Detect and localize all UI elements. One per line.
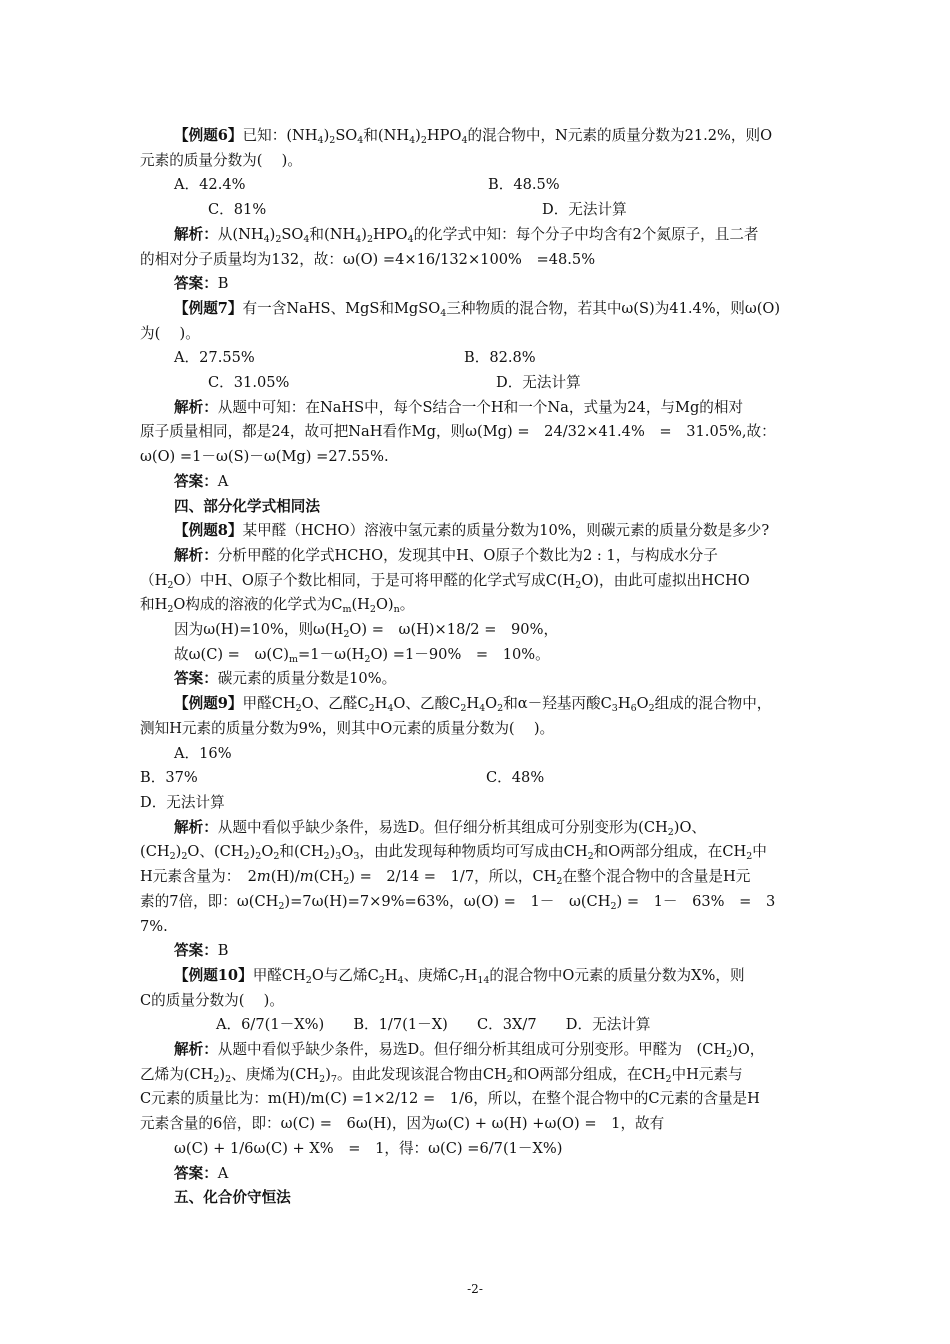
example-9-analysis: 解析：从题中看似乎缺少条件，易选D。但仔细分析其组成可分别变形为$(CH_2)O$、 bbox=[174, 818, 707, 838]
example-10-calc: ω(C) + 1/6ω(C) + X% = 1，得：ω(C) =6/7(1－X%) bbox=[174, 1139, 563, 1157]
example-7-stem-cont: 为( )。 bbox=[140, 324, 200, 342]
example-label: 【例题6】 bbox=[174, 127, 243, 144]
example-9-options-row bbox=[140, 766, 812, 791]
example-10-analysis-cont: 乙烯为$(CH_2)_2$、庚烯为$(CH_2)_7$。由此发现该混合物由$CH_2$和O两部分组成，在$CH_2$中H元素与 bbox=[140, 1065, 743, 1085]
example-10-stem: 【例题10】甲醛$CH_2O$与乙烯$C_2H_4$、庚烯$C_7H_{14}$的混合物中O元素的质量分数为X%，则 bbox=[174, 966, 745, 986]
option-a: A．42.4% bbox=[174, 176, 246, 194]
section-heading-4: 四、部分化学式相同法 bbox=[174, 497, 320, 515]
example-9-analysis-cont3: 素的7倍，即：$\omega(CH_2)=7\omega(H)=7\times 9\%=63\%$，ω(O) = 1－ $\omega(CH_2)$ = 1－ 63% = 3 bbox=[140, 892, 776, 912]
option-a: A．16% bbox=[174, 744, 232, 762]
example-9-analysis-cont4: 7%. bbox=[140, 917, 168, 935]
option-d: D．无法计算 bbox=[496, 374, 581, 392]
example-6-stem-cont: 元素的质量分数为( )。 bbox=[140, 151, 302, 169]
example-8-analysis: 解析：分析甲醛的化学式HCHO，发现其中H、O原子个数比为2 : 1，与构成水分子 bbox=[174, 546, 718, 564]
example-7-analysis-cont2: ω(O) =1－ω(S)－ω(Mg) =27.55%. bbox=[140, 448, 389, 466]
example-label: 【例题7】 bbox=[174, 299, 243, 317]
page-number: -2- bbox=[467, 1282, 483, 1296]
example-label: 【例题9】 bbox=[174, 695, 243, 713]
example-7-answer: 答案：A bbox=[174, 472, 229, 490]
example-10-analysis-cont3: 元素含量的6倍，即：ω(C) = 6ω(H)，因为ω(C) + ω(H) +ω(O) = 1，故有 bbox=[140, 1115, 665, 1133]
section-heading-5: 五、化合价守恒法 bbox=[174, 1189, 291, 1207]
example-6-analysis-cont: 的相对分子质量均为132，故：ω(O) =4×16/132×100% =48.5% bbox=[140, 250, 596, 268]
option-a: A．27.55% bbox=[174, 349, 255, 367]
example-10-analysis-cont2: C元素的质量比为：m(H)/m(C) =1×2/12 = 1/6，所以，在整个混合物中的C元素的含量是H bbox=[140, 1090, 760, 1108]
example-label: 【例题8】 bbox=[174, 522, 243, 540]
example-8-analysis-cont: $(H_2O)$中H、O原子个数比相同，于是可将甲醛的化学式写成$C(H_2O)$，由此可虚拟出HCHO bbox=[140, 571, 750, 591]
example-10-stem-cont: C的质量分数为( )。 bbox=[140, 991, 284, 1009]
example-6-analysis: 解析：从$(NH_4)_2SO_4$和$(NH_4)_2HPO_4$的化学式中知：每个分子中均含有2个氮原子，且二者 bbox=[174, 225, 759, 245]
example-6-options-row1 bbox=[140, 173, 812, 198]
example-9-analysis-cont2: H元素含量为： $2m(H)/m(CH_2)$ = 2/14 = 1/7，所以，$CH_2$在整个混合物中的含量是H元 bbox=[140, 868, 751, 888]
option-c: C．31.05% bbox=[208, 374, 290, 392]
example-10-analysis: 解析：从题中看似乎缺少条件，易选D。但仔细分析其组成可分别变形。甲醛为 $(CH_2)O$， bbox=[174, 1041, 765, 1061]
option-b: B．82.8% bbox=[464, 349, 536, 367]
example-6-answer: 答案：B bbox=[174, 275, 229, 293]
example-9-stem-cont: 测知H元素的质量分数为9%，则其中O元素的质量分数为( )。 bbox=[140, 719, 555, 737]
option-c: C．48% bbox=[486, 769, 545, 787]
example-7-stem: 【例题7】有一含NaHS、MgS和MgSO$_4$三种物质的混合物，若其中ω(S)为41.4%，则ω(O) bbox=[174, 299, 781, 319]
example-8-calc-2: 故ω(C) = $\omega(C)_m=1-\omega(H_2O) =1-90\%$ = 10%。 bbox=[174, 645, 550, 665]
example-7-analysis: 解析：从题中可知：在NaHS中，每个S结合一个H和一个Na，式量为24，与Mg的相对 bbox=[174, 398, 744, 416]
example-8-stem: 【例题8】某甲醛（HCHO）溶液中氢元素的质量分数为10%，则碳元素的质量分数是多少? bbox=[174, 522, 770, 540]
example-10-options: A．6/7(1－X%) B．1/7(1－X) C．3X/7 D．无法计算 bbox=[216, 1016, 651, 1034]
option-b: B．48.5% bbox=[488, 176, 560, 194]
document-body bbox=[140, 124, 812, 1211]
option-c: C．81% bbox=[208, 201, 267, 219]
example-9-stem: 【例题9】甲醛$CH_2O$、乙醛$C_2H_4O$、乙酸$C_2H_4O_2$和α－羟基丙酸$C_3H_6O_2$组成的混合物中， bbox=[174, 695, 772, 715]
example-6-options-row2 bbox=[140, 198, 812, 223]
example-8-analysis-cont2: 和$H_2O$构成的溶液的化学式为$C_m(H_2O)_n$。 bbox=[140, 596, 415, 616]
example-9-analysis-cont: $(CH_2)_2O$、$(CH_2)_2O_2$和$(CH_2)_3O_3$，由此发现每种物质均可写成由$CH_2$和O两部分组成，在$CH_2$中 bbox=[140, 843, 767, 863]
option-d: D．无法计算 bbox=[542, 201, 627, 219]
example-label: 【例题10】 bbox=[174, 966, 253, 984]
example-8-answer: 答案：碳元素的质量分数是10%。 bbox=[174, 670, 397, 688]
option-b: B．37% bbox=[140, 769, 198, 787]
option-d: D．无法计算 bbox=[140, 793, 225, 811]
example-10-answer: 答案：A bbox=[174, 1164, 229, 1182]
example-7-options-row1 bbox=[140, 346, 812, 371]
example-8-calc-1: 因为ω(H)=10%，则$\omega(H_2O)$ = ω(H)×18/2 = 90%， bbox=[174, 621, 559, 641]
example-7-options-row2 bbox=[140, 371, 812, 396]
example-9-answer: 答案：B bbox=[174, 942, 229, 960]
example-7-analysis-cont: 原子质量相同，都是24，故可把NaH看作Mg，则ω(Mg) = 24/32×41.4% = 31.05%,故： bbox=[140, 423, 776, 441]
example-6-stem: 【例题6】已知：$(NH_4)_2SO_4$和$(NH_4)_2HPO_4$的混合物中，N元素的质量分数为21.2%，则O bbox=[174, 127, 773, 146]
